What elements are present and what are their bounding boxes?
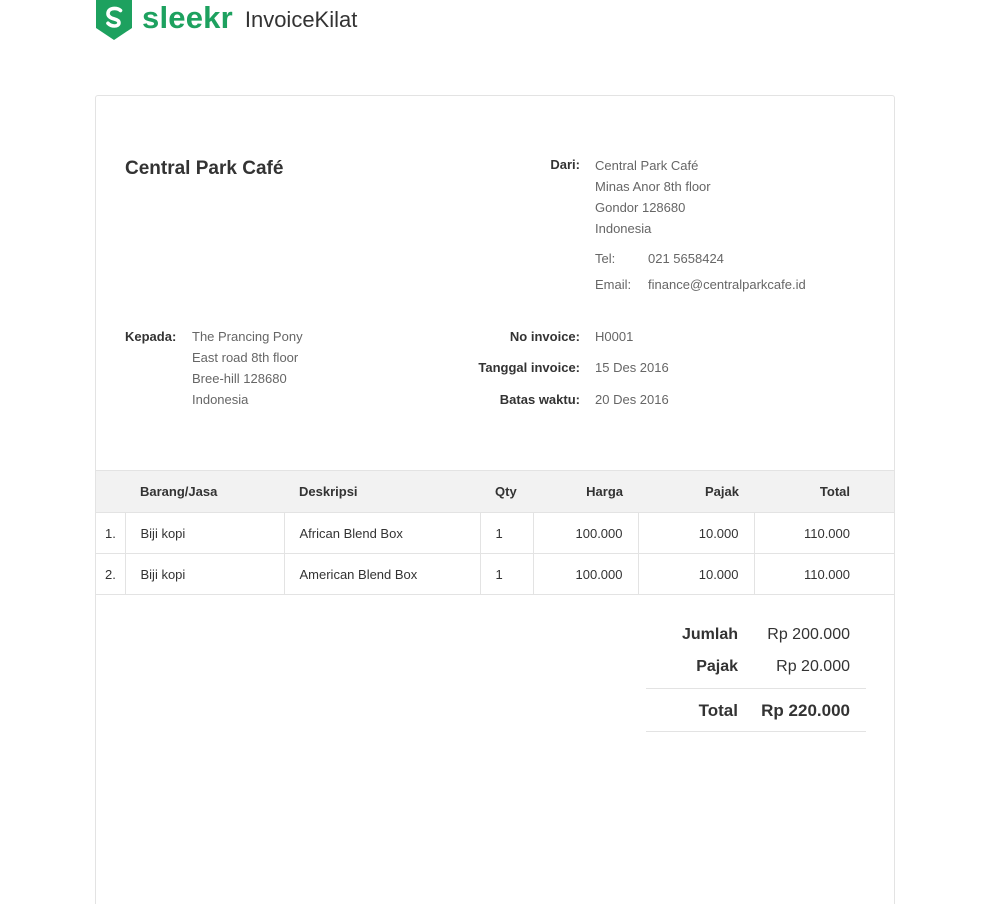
column-header-total: Total xyxy=(754,471,894,513)
row-total: 110.000 xyxy=(754,554,894,595)
items-table xyxy=(96,470,894,595)
tel-label: Tel: xyxy=(595,251,616,266)
product-name: InvoiceKilat xyxy=(244,6,358,32)
to-address-line: Indonesia xyxy=(192,392,249,407)
from-address-line: Central Park Café xyxy=(595,158,699,173)
tax-label: Pajak xyxy=(696,658,738,675)
row-description: American Blend Box xyxy=(284,554,480,595)
row-price: 100.000 xyxy=(533,554,638,595)
tax-row xyxy=(646,658,866,674)
invoice-number-label: No invoice: xyxy=(509,329,580,344)
tel-value: 021 5658424 xyxy=(648,251,724,266)
grand-total-label: Total xyxy=(698,701,738,720)
brand-header xyxy=(96,0,357,40)
row-description: African Blend Box xyxy=(284,513,480,554)
row-index: 1. xyxy=(96,513,125,554)
to-address-line: East road 8th floor xyxy=(192,350,299,365)
row-total: 110.000 xyxy=(754,513,894,554)
email-label: Email: xyxy=(595,277,632,292)
table-header-row xyxy=(96,471,894,513)
sleekr-logo-icon xyxy=(96,0,132,40)
row-price: 100.000 xyxy=(533,513,638,554)
column-header-item: Barang/Jasa xyxy=(125,471,284,513)
brand-name: sleekr xyxy=(142,0,233,35)
subtotal-row xyxy=(646,626,866,642)
to-label: Kepada: xyxy=(125,329,177,344)
row-item: Biji kopi xyxy=(125,513,284,554)
from-address-line: Minas Anor 8th floor xyxy=(595,179,711,194)
invoice-date-value: 15 Des 2016 xyxy=(595,360,669,375)
row-qty: 1 xyxy=(480,513,533,554)
column-header-index xyxy=(96,471,125,513)
to-address-line: Bree-hill 128680 xyxy=(192,371,287,386)
company-name: Central Park Café xyxy=(125,158,284,179)
grand-total-row xyxy=(646,701,866,721)
column-header-qty: Qty xyxy=(480,471,533,513)
from-address xyxy=(595,155,711,239)
column-header-description: Deskripsi xyxy=(284,471,480,513)
from-address-line: Gondor 128680 xyxy=(595,200,686,215)
to-address xyxy=(192,326,303,410)
email-value: finance@centralparkcafe.id xyxy=(648,277,806,292)
row-item: Biji kopi xyxy=(125,554,284,595)
invoice-date-label: Tanggal invoice: xyxy=(478,360,580,375)
from-label: Dari: xyxy=(550,157,580,172)
table-row xyxy=(96,513,894,554)
tax-value: Rp 20.000 xyxy=(776,658,850,675)
row-index: 2. xyxy=(96,554,125,595)
invoice-number-value: H0001 xyxy=(595,329,634,344)
invoice-card xyxy=(95,95,895,904)
row-tax: 10.000 xyxy=(638,513,754,554)
column-header-price: Harga xyxy=(533,471,638,513)
to-address-line: The Prancing Pony xyxy=(192,329,303,344)
table-row xyxy=(96,554,894,595)
row-tax: 10.000 xyxy=(638,554,754,595)
subtotal-value: Rp 200.000 xyxy=(767,626,850,643)
due-date-label: Batas waktu: xyxy=(499,392,580,407)
grand-total-value: Rp 220.000 xyxy=(761,701,850,720)
from-address-line: Indonesia xyxy=(595,221,652,236)
summary-divider xyxy=(646,688,866,689)
summary-divider xyxy=(646,731,866,732)
row-qty: 1 xyxy=(480,554,533,595)
due-date-value: 20 Des 2016 xyxy=(595,392,669,407)
subtotal-label: Jumlah xyxy=(681,626,738,643)
column-header-tax: Pajak xyxy=(638,471,754,513)
